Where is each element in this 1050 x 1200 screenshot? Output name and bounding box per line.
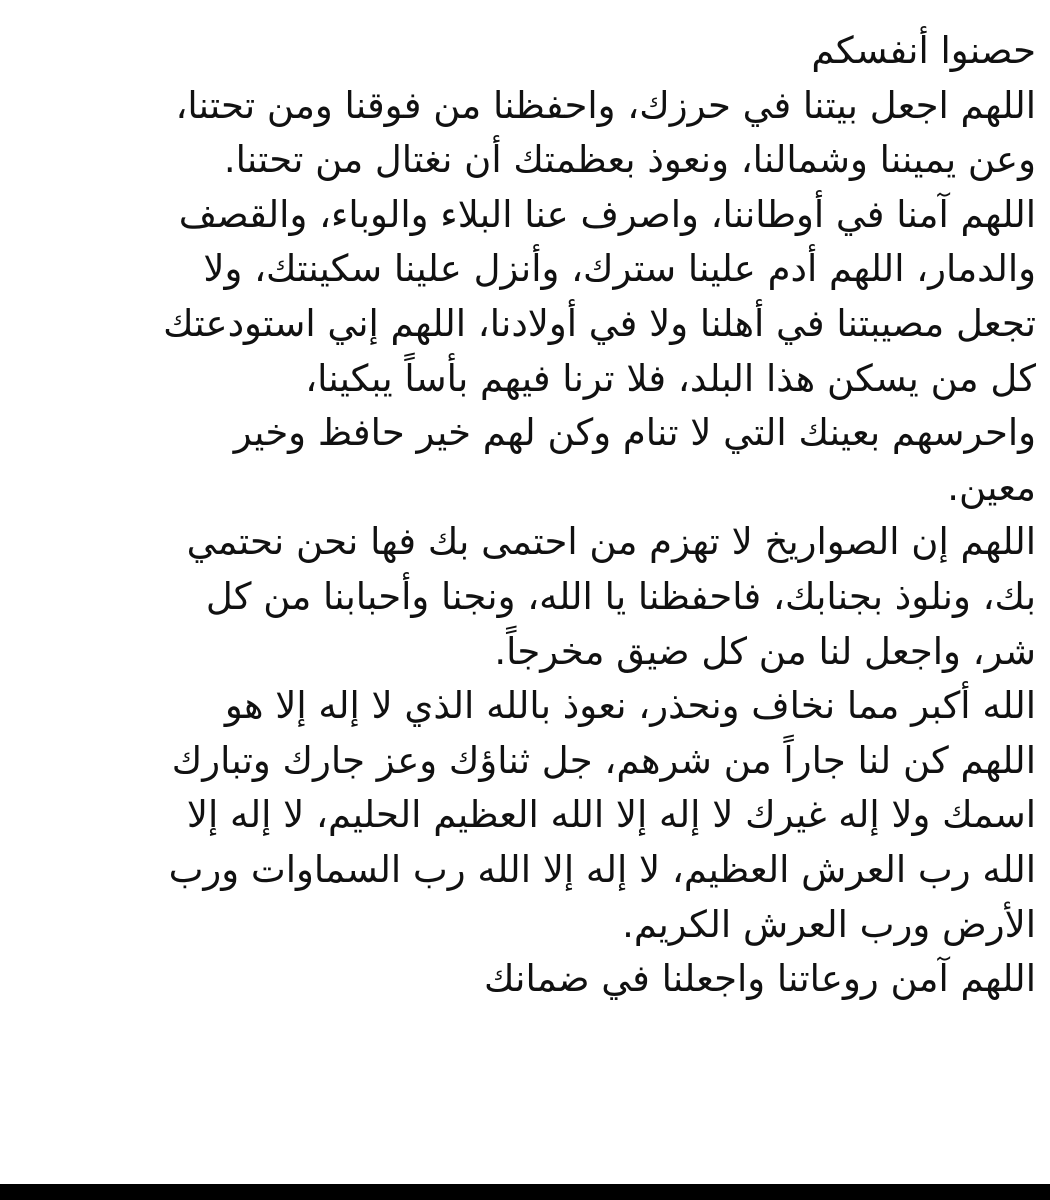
text-line: تجعل مصيبتنا في أهلنا ولا في أولادنا، اللهم إني استودعتك [163,301,1036,345]
bottom-bar [0,1184,1050,1200]
text-line: معين. [947,465,1036,509]
text-title: حصنوا أنفسكم [811,29,1036,72]
text-line: شر، واجعل لنا من كل ضيق مخرجاً. [494,629,1036,673]
text-line: اللهم كن لنا جاراً من شرهم، جل ثناؤك وعز جارك وتبارك [171,738,1036,782]
text-line: اسمك ولا إله غيرك لا إله إلا الله العظيم الحليم، لا إله إلا [186,793,1036,837]
text-line: الأرض ورب العرش الكريم. [622,902,1036,946]
text-line: اللهم اجعل بيتنا في حرزك، واحفظنا من فوقنا ومن تحتنا، [175,83,1036,127]
text-line: اللهم إن الصواريخ لا تهزم من احتمى بك فها نحن نحتمي [186,520,1036,564]
text-line: الله أكبر مما نخاف ونحذر، نعوذ بالله الذي لا إله إلا هو [224,684,1036,728]
text-line: وعن يميننا وشمالنا، ونعوذ بعظمتك أن نغتال من تحتنا. [223,138,1036,182]
text-line: واحرسهم بعينك التي لا تنام وكن لهم خير حافظ وخير [233,411,1036,455]
text-line: اللهم آمن روعاتنا واجعلنا في ضمانك [483,957,1036,1001]
text-line: الله رب العرش العظيم، لا إله إلا الله رب السماوات ورب [168,847,1036,891]
text-line: كل من يسكن هذا البلد، فلا ترنا فيهم بأساً يبكينا، [305,356,1036,400]
text-line: بك، ونلوذ بجنابك، فاحفظنا يا الله، ونجنا وأحبابنا من كل [205,574,1036,618]
text-line: اللهم آمنا في أوطاننا، واصرف عنا البلاء والوباء، والقصف [178,192,1036,236]
prayer-text-block [10,24,1036,1007]
text-line: والدمار، اللهم أدم علينا سترك، وأنزل علينا سكينتك، ولا [203,247,1036,291]
